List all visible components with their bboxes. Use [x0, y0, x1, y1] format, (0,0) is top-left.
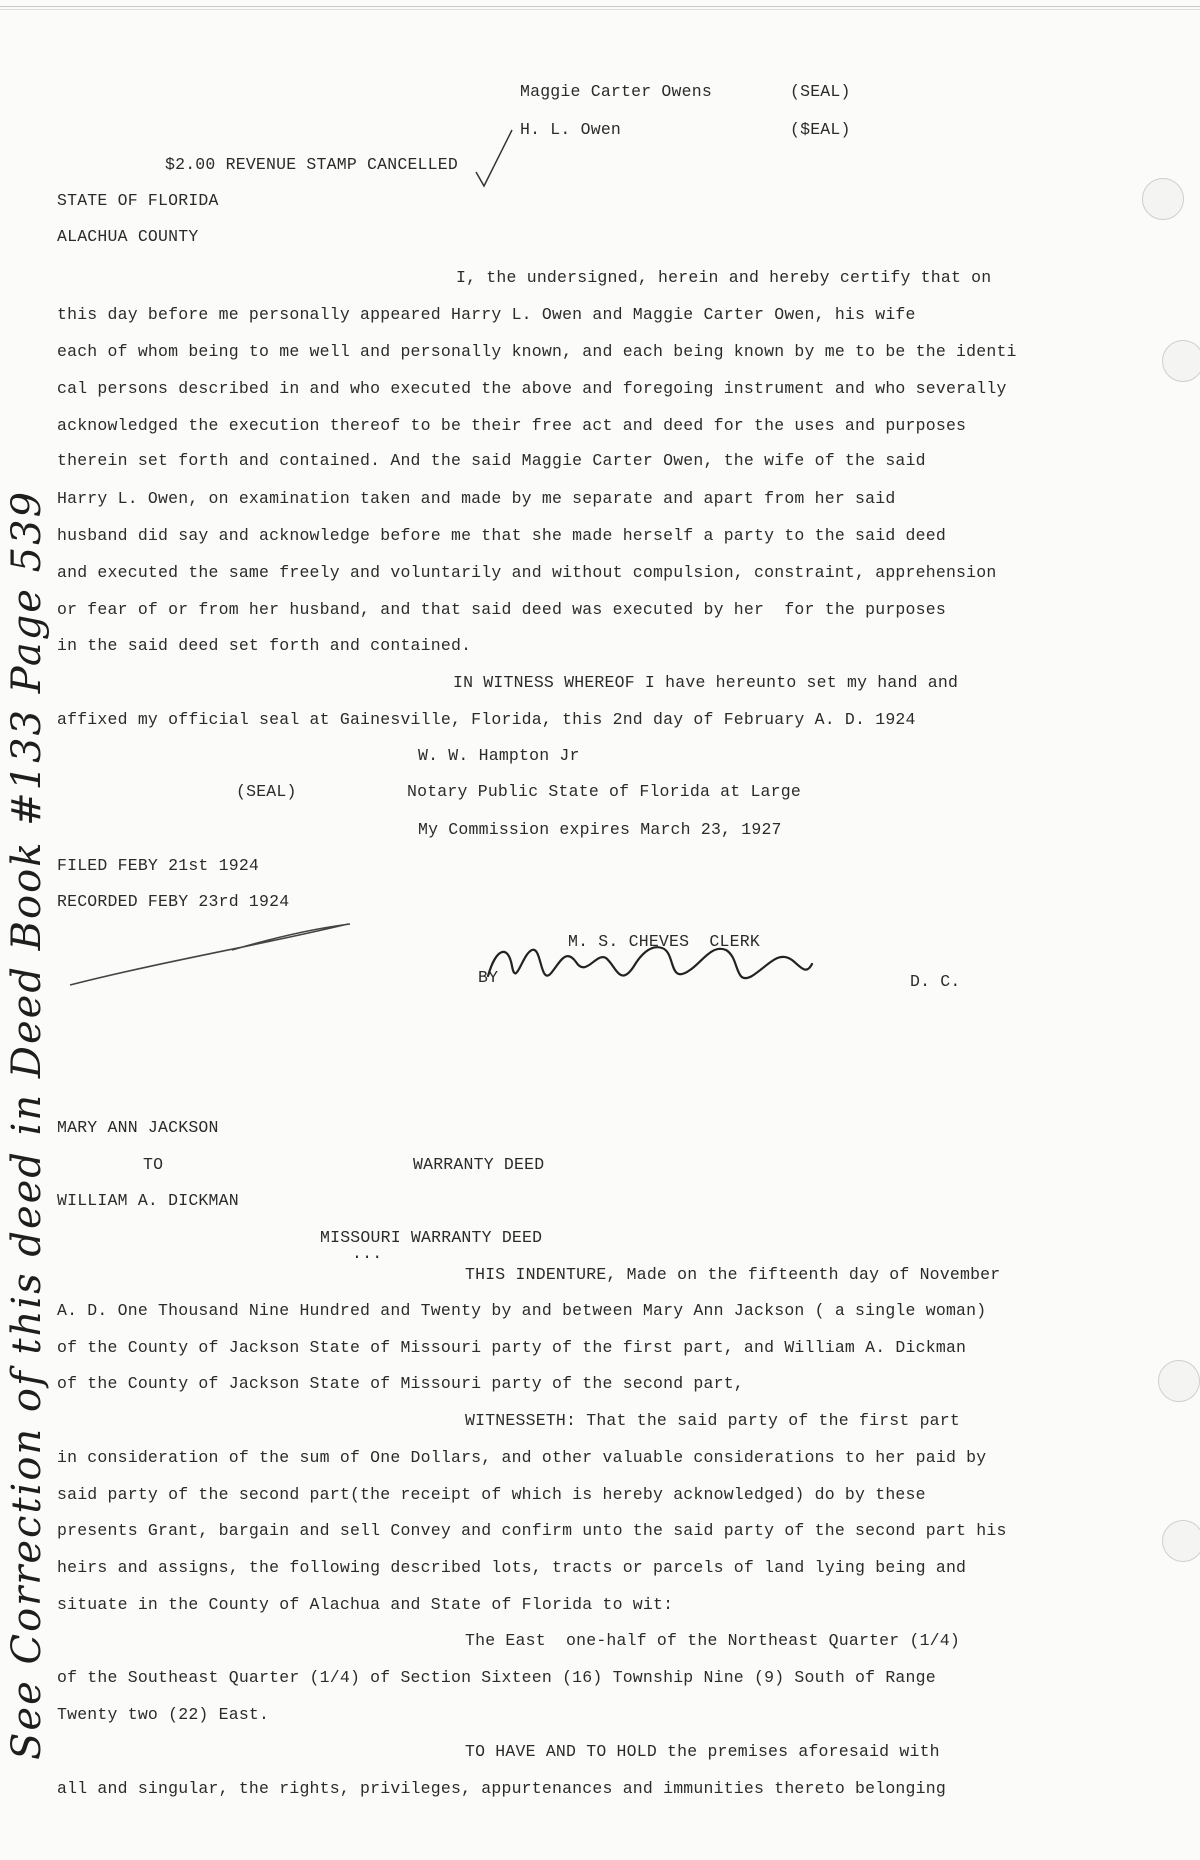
notary-commission: My Commission expires March 23, 1927 — [418, 820, 782, 839]
deed-type: WARRANTY DEED — [413, 1155, 545, 1174]
handwritten-margin-note: See Correction of this deed in Deed Book #133 Page 539 — [4, 489, 50, 1760]
seal-label: (SEAL) — [790, 82, 851, 101]
clerk-signature-icon — [488, 947, 812, 978]
deed-grantor: MARY ANN JACKSON — [57, 1118, 219, 1137]
certificate-line: each of whom being to me well and personally known, and each being known by me to be the identi — [57, 342, 1017, 361]
deed-to: TO — [143, 1155, 164, 1174]
certificate-line: cal persons described in and who executed the above and foregoing instrument and who severally — [57, 379, 1007, 398]
certificate-line: affixed my official seal at Gainesville, Florida, this 2nd day of February A. D. 1924 — [57, 710, 916, 729]
deed-line: The East one-half of the Northeast Quarter (1/4) — [465, 1631, 960, 1650]
recorded-date: RECORDED FEBY 23rd 1924 — [57, 892, 290, 911]
deed-line: presents Grant, bargain and sell Convey and confirm unto the said party of the second part his — [57, 1521, 1007, 1540]
certificate-line: therein set forth and contained. And the said Maggie Carter Owen, the wife of the said — [57, 451, 926, 470]
notary-title: Notary Public State of Florida at Large — [407, 782, 801, 801]
seal-label: ($EAL) — [790, 120, 851, 139]
certificate-line: Harry L. Owen, on examination taken and made by me separate and apart from her said — [57, 489, 896, 508]
certificate-line: acknowledged the execution thereof to be their free act and deed for the uses and purposes — [57, 416, 967, 435]
certificate-line: and executed the same freely and voluntarily and without compulsion, constraint, apprehension — [57, 563, 997, 582]
certificate-line: husband did say and acknowledge before me that she made herself a party to the said deed — [57, 526, 946, 545]
certificate-line: or fear of or from her husband, and that said deed was executed by her for the purposes — [57, 600, 946, 619]
deed-subtitle: MISSOURI WARRANTY DEED — [320, 1228, 543, 1247]
deed-subtitle-dots: ... — [352, 1244, 383, 1263]
deed-line: THIS INDENTURE, Made on the fifteenth day of November — [465, 1265, 1001, 1284]
venue-state: STATE OF FLORIDA — [57, 191, 219, 210]
certificate-line: in the said deed set forth and contained. — [57, 636, 472, 655]
deed-line: heirs and assigns, the following described lots, tracts or parcels of land lying being and — [57, 1558, 967, 1577]
deputy-clerk-label: D. C. — [910, 972, 961, 991]
revenue-stamp-note: $2.00 REVENUE STAMP CANCELLED — [165, 155, 458, 174]
notary-seal-label: (SEAL) — [236, 782, 297, 801]
deed-line: Twenty two (22) East. — [57, 1705, 270, 1724]
deed-line: of the County of Jackson State of Missouri party of the first part, and William A. Dickman — [57, 1338, 967, 1357]
deed-line: in consideration of the sum of One Dollars, and other valuable considerations to her paid by — [57, 1448, 987, 1467]
filed-date: FILED FEBY 21st 1924 — [57, 856, 260, 875]
deed-grantee: WILLIAM A. DICKMAN — [57, 1191, 239, 1210]
notary-name: W. W. Hampton Jr — [418, 746, 580, 765]
pen-stroke-icon — [70, 924, 350, 985]
certificate-line: this day before me personally appeared Harry L. Owen and Maggie Carter Owen, his wife — [57, 305, 916, 324]
venue-county: ALACHUA COUNTY — [57, 227, 199, 246]
deed-line: of the County of Jackson State of Missouri party of the second part, — [57, 1374, 744, 1393]
check-mark-icon — [476, 130, 512, 186]
clerk-name-title: M. S. CHEVES CLERK — [568, 932, 760, 951]
deed-line: TO HAVE AND TO HOLD the premises aforesaid with — [465, 1742, 940, 1761]
deed-line: situate in the County of Alachua and State of Florida to wit: — [57, 1595, 674, 1614]
certificate-line: IN WITNESS WHEREOF I have hereunto set my hand and — [453, 673, 959, 692]
clerk-by-label: BY — [478, 968, 499, 987]
certificate-line: I, the undersigned, herein and hereby certify that on — [456, 268, 992, 287]
deed-line: of the Southeast Quarter (1/4) of Section Sixteen (16) Township Nine (9) South of Range — [57, 1668, 936, 1687]
deed-line: all and singular, the rights, privileges, appurtenances and immunities thereto belonging — [57, 1779, 946, 1798]
deed-line: A. D. One Thousand Nine Hundred and Twenty by and between Mary Ann Jackson ( a single woman) — [57, 1301, 987, 1320]
signature-maggie: Maggie Carter Owens — [520, 82, 712, 101]
deed-line: WITNESSETH: That the said party of the first part — [465, 1411, 960, 1430]
deed-line: said party of the second part(the receipt of which is hereby acknowledged) do by these — [57, 1485, 926, 1504]
signature-owen: H. L. Owen — [520, 120, 622, 139]
